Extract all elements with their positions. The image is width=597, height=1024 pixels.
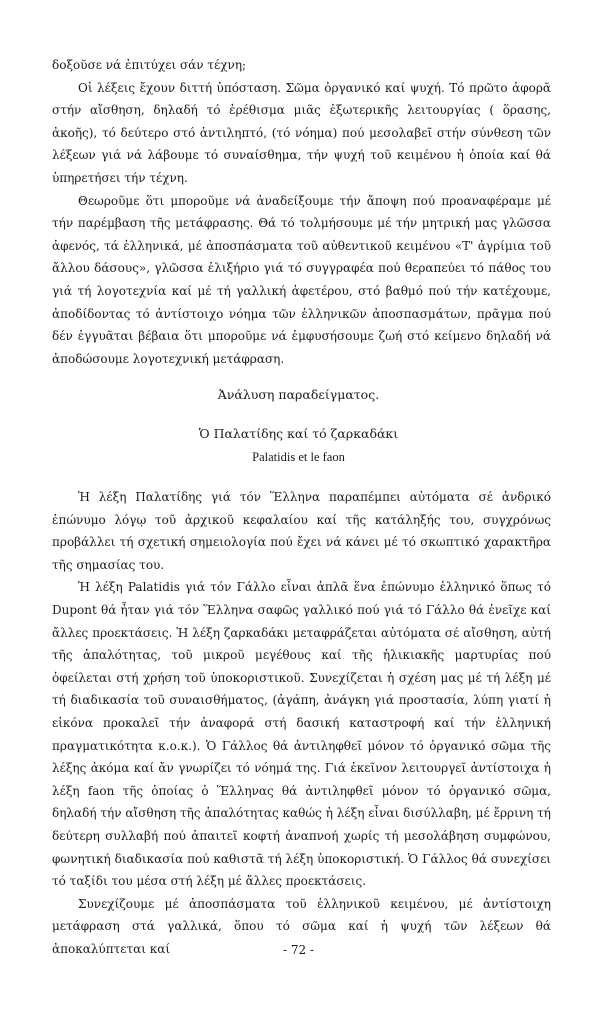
subheading-french: Palatidis et le faon	[252, 450, 345, 464]
body-text-bottom	[52, 486, 551, 960]
page-number: - 72 -	[282, 943, 314, 957]
paragraph: Οἱ λέξεις ἔχουν διττή ὑπόσταση. Σῶμα ὀργανικό καί ψυχή. Τό πρῶτο ἀφορᾶ στήν αἴσθηση, δηλαδή τό ἐρέθισμα μιᾶς ἐξωτερικῆς λειτουργίας ( ὅρασης, ἀκοῆς), τό δεύτερο στό ἀντιληπτό, (τό νόημα) πού μεσολαβεῖ στήν σύνθεση τῶν λέξεων γιά νά λάβουμε τό συναίσθημα, τήν ψυχή τοῦ κειμένου ἡ ὁποία καί θά ὑπηρετήσει τήν τέχνη.	[52, 80, 551, 185]
paragraph: Ἡ λέξη Palatidis γιά τόν Γάλλο εἶναι ἁπλᾶ ἕνα ἐπώνυμο ἑλληνικό ὅπως τό Dupont θά ἦταν γιά τόν Ἕλληνα σαφῶς γαλλικό πού γιά τό Γάλλο θά ἐνεῖχε καί ἄλλες προεκτάσεις. Ἡ λέξη ζαρκαδάκι μεταφράζεται αὐτόματα σέ αἴσθηση, αὐτή τῆς ἁπαλότητας, τοῦ μικροῦ μεγέθους καί τῆς ἡλικιακῆς μαρτυρίας πού ὀφείλεται στή χρήση τοῦ ὑποκοριστικοῦ. Συνεχίζεται ἡ σχέση μας μέ τή λέξη μέ τή διαδικασία τοῦ συναισθήματος, (ἀγάπη, ἀνάγκη γιά προστασία, λύπη γιατί ἡ εἰκόνα προκαλεῖ τήν ἀναφορά στή δασική καταστροφή καί τήν ἑλληνική πραγματικότητα κ.ο.κ.). Ὁ Γάλλος θά ἀντιληφθεῖ μόνον τό ὀργανικό σῶμα τῆς λέξης ἀκόμα καί ἄν γνωρίζει τό νόημά της. Γιά ἐκεῖνον λειτουργεῖ ἀντίστοιχα ἡ λέξη faon τῆς ὁποίας ὁ Ἕλληνας θά ἀντιληφθεῖ μόνον τό ὀργανικό σῶμα, δηλαδή τήν αἴσθηση τῆς ἁπαλότητας καθώς ἡ λέξη εἶναι δισύλλαβη, μέ ἔρρινη τή δεύτερη συλλαβή πού ἀπαιτεῖ κοφτή ἀναπνοή χωρίς τή μεσολάβηση συμφώνου, φωνητική διαδικασία πού καθιστᾶ τή λέξη ὑποκοριστική. Ὁ Γάλλος θά συνεχίσει τό ταξίδι του μέσα στή λέξη μέ ἄλλες προεκτάσεις.	[52, 580, 551, 889]
paragraph: δοξοῦσε νά ἐπιτύχει σάν τέχνη;	[52, 58, 247, 72]
section-heading: Ἀνάλυση παραδείγματος.	[217, 387, 380, 402]
paragraph: Ἡ λέξη Παλατίδης γιά τόν Ἕλληνα παραπέμπει αὐτόματα σέ ἀνδρικό ἐπώνυμο λόγῳ τοῦ ἀρχικοῦ κεφαλαίου καί τῆς κατάληξής του, συγχρόνως προβάλλει τή σχετική σημειολογία πού ἔχει νά κάνει μέ τό σκωπτικό χαρακτῆρα τῆς σημασίας του.	[52, 490, 551, 572]
paragraph: Θεωροῦμε ὅτι μποροῦμε νά ἀναδείξουμε τήν ἄποψη πού προαναφέραμε μέ τήν παρέμβαση τῆς μετάφρασης. Θά τό τολμήσουμε μέ τήν μητρική μας γλῶσσα ἀφενός, τά ἑλληνικά, μέ ἀποσπάσματα τοῦ αὐθεντικοῦ κειμένου «Τ' ἀγρίμια τοῦ ἄλλου δάσους», γλῶσσα ἐλιξήριο γιά τό συγγραφέα πού θεραπεύει τό πάθος του γιά τή λογοτεχνία καί μέ τή γαλλική ἀφετέρου, στό βαθμό πού τήν κατέχουμε, ἀποδίδοντας τό ἀντίστοιχο νόημα τῶν ἑλληνικῶν ἀποσπασμάτων, πρᾶγμα πού δέν ἐγγυᾶται βέβαια ὅτι μποροῦμε νά ἐμφυσήσουμε ζωή στό κείμενο δηλαδή νά ἀποδώσουμε λογοτεχνική μετάφραση.	[52, 193, 551, 366]
body-text-top	[52, 54, 551, 370]
subheading-greek: Ὁ Παλατίδης καί τό ζαρκαδάκι	[198, 426, 399, 441]
paragraph: Συνεχίζουμε μέ ἀποσπάσματα τοῦ ἑλληνικοῦ κειμένου, μέ ἀντίστοιχη μετάφραση στά γαλλικά, ὅπου τό σῶμα καί ἡ ψυχή τῶν λέξεων θά ἀποκαλύπτεται καί	[52, 896, 551, 956]
